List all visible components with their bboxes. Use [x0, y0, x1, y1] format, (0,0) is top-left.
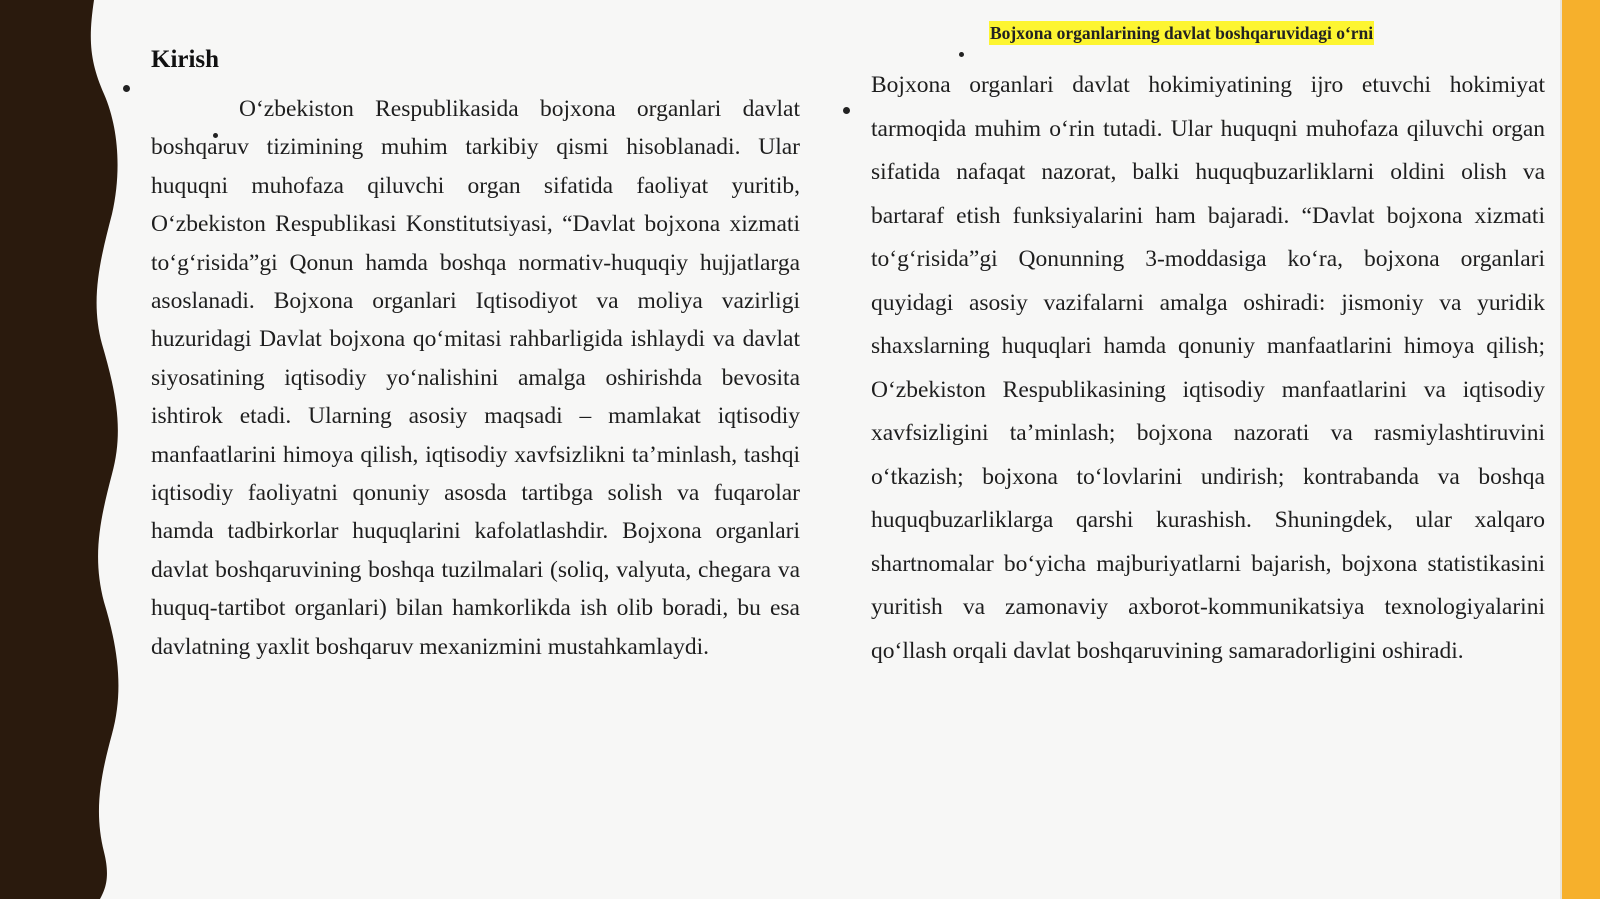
section-heading: Kirish [151, 46, 220, 73]
highlighted-title: Bojxona organlarining davlat boshqaruvidagi o‘rni [990, 23, 1374, 43]
decorative-wave-border [0, 0, 130, 899]
role-paragraph: Bojxona organlari davlat hokimiyatining ijro etuvchi hokimiyat tarmoqida muhim o‘rin tutadi. Ular huquqni muhofaza qiluvchi organ sifatida nafaqat nazorat, balki huquqbuzarliklarni oldini olish va bartaraf etish funksiyalarini ham bajaradi. “Davlat bojxona xizmati to‘g‘risida”gi Qonunning 3-moddasiga ko‘ra, bojxona organlari quyidagi asosiy vazifalarni amalga oshiradi: jismoniy va yuridik shaxslarning huquqlari hamda qonuniy manfaatlarini himoya qilish; O‘zbekiston Respublikasining iqtisodiy manfaatlarini va iqtisodiy xavfsizligini ta’minlash; bojxona nazorati va rasmiylashtiruvini o‘tkazish; bojxona to‘lovlarini undirish; kontrabanda va boshqa huquqbuzarliklarga qarshi kurashish. Shuningdek, ular xalqaro shartnomalar bo‘yicha majburiyatlarni bajarish, bojxona statistikasini yuritish va zamonaviy axborot-kommunikatsiya texnologiyalarini qo‘llash orqali davlat boshqaruvining samaradorligini oshiradi. [871, 72, 1545, 664]
bullet-marker [843, 107, 850, 114]
left-column [151, 40, 800, 666]
intro-paragraph: O‘zbekiston Respublikasida bojxona organlari davlat boshqaruv tizimining muhim tarkibiy qismi hisoblanadi. Ular huquqni muhofaza qiluvchi organ sifatida faoliyat yuritib, O‘zbekiston Respublikasi Konstitutsiyasi, “Davlat bojxona xizmati to‘g‘risida”gi Qonun hamda boshqa normativ-huquqiy hujjatlarga asoslanadi. Bojxona organlari Iqtisodiyot va moliya vazirligi huzuridagi Davlat bojxona qo‘mitasi rahbarligida ishlaydi va davlat siyosatining iqtisodiy yo‘nalishini amalga oshirishda bevosita ishtirok etadi. Ularning asosiy maqsadi – mamlakat iqtisodiy manfaatlarini himoya qilish, iqtisodiy xavfsizlikni ta’minlash, tashqi iqtisodiy faoliyatni qonuniy asosda tartibga solish va fuqarolar hamda tadbirkorlar huquqlarini kafolatlashdir. Bojxona organlari davlat boshqaruvining boshqa tuzilmalari (soliq, valyuta, chegara va huquq-tartibot organlari) bilan hamkorlikda ish olib boradi, bu esa davlatning yaxlit boshqaruv mexanizmini mustahkamlaydi. [151, 96, 800, 660]
accent-bar [1562, 0, 1600, 899]
bullet-marker [123, 85, 130, 92]
right-column [871, 64, 1545, 673]
bullet-marker [959, 52, 964, 57]
